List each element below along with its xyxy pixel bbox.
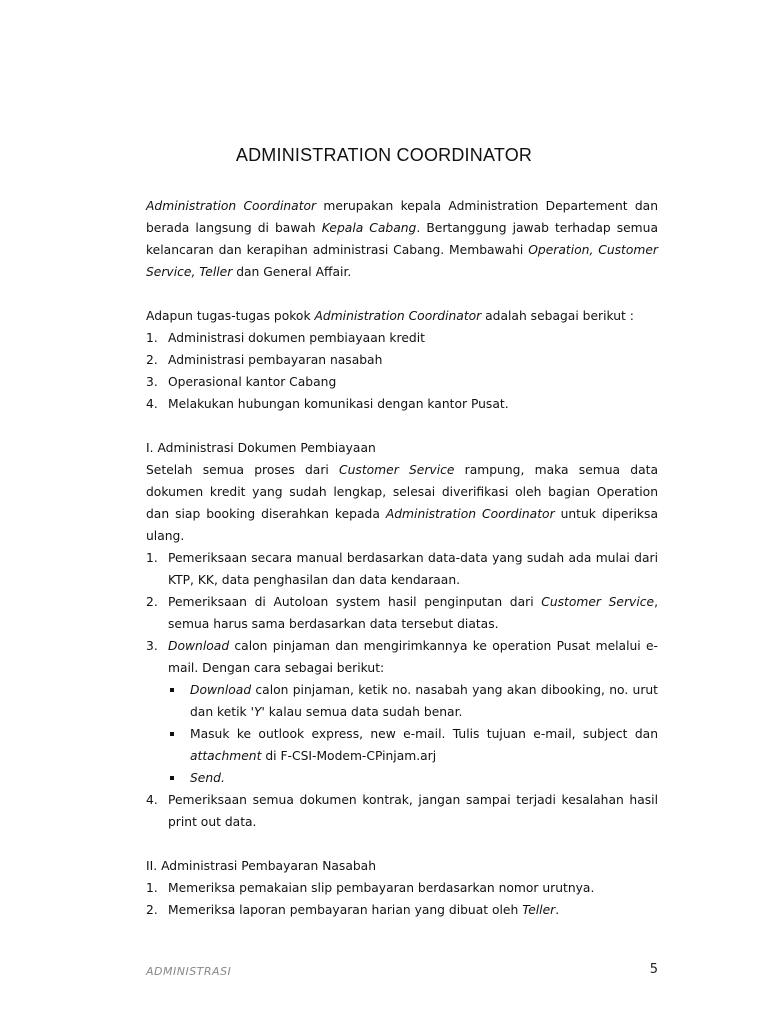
list-item: 2. Memeriksa laporan pembayaran harian yang dibuat oleh Teller. bbox=[146, 903, 560, 917]
bullet-icon bbox=[168, 723, 190, 767]
list-item: 3. Download calon pinjaman dan mengirimkannya ke operation Pusat melalui e-mail. Dengan cara sebagai berikut: bbox=[146, 639, 658, 675]
list-item: 3. Operasional kantor Cabang bbox=[146, 375, 337, 389]
bullet-icon bbox=[168, 679, 190, 723]
tasks-lead: Adapun tugas-tugas pokok Administration Coordinator adalah sebagai berikut : bbox=[146, 309, 634, 323]
list-item: 2. Pemeriksaan di Autoloan system hasil penginputan dari Customer Service, semua harus sama berdasarkan data tersebut diatas. bbox=[146, 595, 658, 631]
document-body bbox=[146, 195, 658, 921]
section1-heading: I. Administrasi Dokumen Pembiayaan bbox=[146, 441, 376, 455]
bullet-item: Send. bbox=[146, 767, 658, 789]
bullet-item: Masuk ke outlook express, new e-mail. Tulis tujuan e-mail, subject dan attachment di F-CSI-Modem-CPinjam.arj bbox=[146, 723, 658, 767]
intro-paragraph: Administration Coordinator merupakan kepala Administration Departement dan berada langsung di bawah Kepala Cabang. Bertanggung jawab terhadap semua kelancaran dan kerapihan administrasi Cabang. Membawahi Operation, Customer Service, Teller dan General Affair. bbox=[146, 199, 659, 279]
footer-label: ADMINISTRASI bbox=[146, 965, 232, 978]
list-item: 2. Administrasi pembayaran nasabah bbox=[146, 353, 383, 367]
section2-list bbox=[146, 877, 658, 921]
list-item: 1. Administrasi dokumen pembiayaan kredit bbox=[146, 331, 425, 345]
section1-list-cont bbox=[146, 789, 658, 833]
intro-emphasis: Administration Coordinator bbox=[146, 199, 317, 213]
intro-emphasis: Operation, Customer Service, Teller bbox=[146, 243, 658, 279]
list-item: 1. Pemeriksaan secara manual berdasarkan data-data yang sudah ada mulai dari KTP, KK, data penghasilan dan data kendaraan. bbox=[146, 551, 658, 587]
section2-heading: II. Administrasi Pembayaran Nasabah bbox=[146, 859, 377, 873]
page-title: ADMINISTRATION COORDINATOR bbox=[235, 145, 533, 165]
bullet-item: Download calon pinjaman, ketik no. nasabah yang akan dibooking, no. urut dan ketik 'Y' kalau semua data sudah benar. bbox=[146, 679, 658, 723]
tasks-list bbox=[146, 327, 658, 415]
page-number: 5 bbox=[649, 962, 658, 977]
intro-emphasis: Kepala Cabang bbox=[321, 221, 417, 235]
section1-paragraph: Setelah semua proses dari Customer Service rampung, maka semua data dokumen kredit yang sudah lengkap, selesai diverifikasi oleh bagian Operation dan siap booking diserahkan kepada Administration Coordinator untuk diperiksa ulang. bbox=[146, 463, 658, 543]
list-item: 4. Pemeriksaan semua dokumen kontrak, jangan sampai terjadi kesalahan hasil print out data. bbox=[146, 793, 658, 829]
list-item: 4. Melakukan hubungan komunikasi dengan kantor Pusat. bbox=[146, 397, 509, 411]
section1-bullets bbox=[146, 679, 658, 789]
bullet-icon bbox=[168, 767, 190, 789]
section1-list bbox=[146, 547, 658, 679]
list-item: 1. Memeriksa pemakaian slip pembayaran berdasarkan nomor urutnya. bbox=[146, 881, 595, 895]
